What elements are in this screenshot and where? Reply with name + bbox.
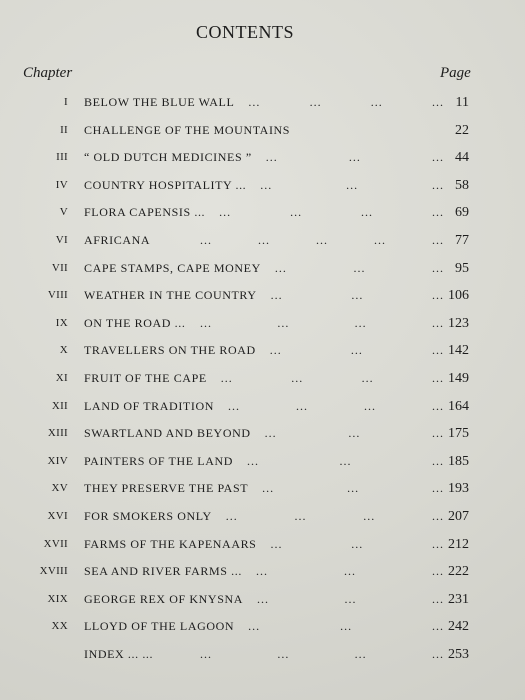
chapter-title: FARMS OF THE KAPENAARS [84, 536, 257, 551]
chapter-number: I [64, 96, 68, 108]
dot-leader: ... ... ... ... [248, 95, 444, 109]
chapter-number: VII [51, 261, 68, 274]
toc-entry [0, 365, 525, 393]
page-number: 253 [448, 646, 469, 662]
dot-leader: ... ... ... ... [220, 370, 444, 385]
dot-leader: ... ... ... [264, 426, 444, 441]
chapter-title: THEY PRESERVE THE PAST [84, 481, 249, 496]
toc-entry [0, 310, 525, 338]
page-number: 207 [448, 508, 469, 524]
dot-leader: ... ... ... ... ... [200, 232, 444, 247]
page-title: CONTENTS [196, 22, 294, 42]
page-number: 242 [448, 619, 469, 635]
toc-entry [0, 227, 525, 255]
page-number: 212 [448, 536, 469, 552]
chapter-title: SEA AND RIVER FARMS ... [84, 564, 242, 579]
page-column-header: Page [440, 65, 471, 81]
chapter-title: SWARTLAND AND BEYOND [84, 426, 251, 441]
chapter-title: COUNTRY HOSPITALITY ... [84, 177, 247, 192]
chapter-title: “ OLD DUTCH MEDICINES ” [84, 150, 252, 165]
page-number: 95 [455, 260, 469, 276]
chapter-number: XIX [47, 592, 68, 605]
chapter-number: V [59, 206, 68, 219]
dot-leader: ... ... ... [262, 481, 444, 496]
chapter-title: WEATHER IN THE COUNTRY [84, 288, 257, 303]
page-number: 175 [448, 426, 469, 442]
chapter-number: XIV [47, 454, 68, 467]
chapter-title: AFRICANA [84, 232, 151, 247]
page-number: 11 [455, 95, 469, 110]
toc-entry [0, 420, 525, 448]
toc-entry [0, 613, 525, 641]
toc-entry [0, 144, 525, 172]
chapter-title: CAPE STAMPS, CAPE MONEY [84, 260, 261, 275]
page-number: 58 [455, 177, 469, 193]
dot-leader: ... ... ... [257, 591, 444, 606]
page-number: 142 [448, 343, 469, 359]
dot-leader: ... ... ... [274, 260, 444, 275]
page-number: 22 [455, 122, 469, 138]
chapter-title: ON THE ROAD ... [84, 315, 186, 330]
chapter-number: XII [51, 399, 68, 412]
chapter-number: VIII [47, 289, 68, 302]
toc-entry [0, 558, 525, 586]
chapter-number: III [56, 151, 68, 164]
dot-leader: ... ... ... ... [219, 205, 444, 220]
page-number: 44 [455, 150, 469, 166]
chapter-number: XIII [47, 427, 68, 440]
chapter-number: XI [55, 371, 68, 384]
dot-leader: ... ... ... ... [225, 508, 444, 523]
chapter-title: GEORGE REX OF KNYSNA [84, 591, 244, 606]
table-of-contents [0, 89, 525, 668]
chapter-number: II [60, 123, 68, 136]
toc-entry [0, 503, 525, 531]
toc-entry [0, 586, 525, 614]
chapter-number: XVIII [39, 565, 68, 578]
toc-entry [0, 448, 525, 476]
toc-entry [0, 641, 525, 669]
chapter-number: XVI [47, 509, 68, 522]
chapter-number: X [59, 344, 68, 357]
chapter-title: LLOYD OF THE LAGOON [84, 619, 235, 634]
chapter-title: CHALLENGE OF THE MOUNTAINS [84, 122, 291, 137]
toc-entry [0, 393, 525, 421]
page-number: 231 [448, 591, 469, 607]
page-number: 106 [448, 288, 469, 304]
dot-leader: ... ... ... [265, 150, 444, 165]
chapter-title: TRAVELLERS ON THE ROAD [84, 343, 256, 358]
chapter-number: VI [55, 233, 68, 246]
dot-leader: ... ... ... ... [227, 398, 444, 413]
dot-leader: ... ... ... [255, 564, 444, 579]
dot-leader: ... ... ... [269, 343, 444, 358]
chapter-number: XV [51, 482, 68, 495]
chapter-title: PAINTERS OF THE LAND [84, 453, 234, 468]
toc-entry [0, 337, 525, 365]
toc-entry [0, 255, 525, 283]
chapter-title: INDEX ... ... [84, 646, 154, 661]
page-number: 123 [448, 315, 469, 331]
toc-entry [0, 199, 525, 227]
page-number: 149 [448, 370, 469, 386]
toc-entry [0, 282, 525, 310]
chapter-number: IV [55, 178, 68, 191]
dot-leader: ... ... ... [247, 453, 444, 468]
toc-entry [0, 172, 525, 200]
chapter-number: XX [51, 620, 68, 633]
chapter-number: IX [55, 316, 68, 329]
toc-entry [0, 89, 525, 117]
dot-leader: ... ... ... [270, 536, 444, 551]
page-number: 77 [455, 232, 469, 248]
chapter-title: LAND OF TRADITION [84, 398, 214, 413]
chapter-number: XVII [43, 537, 68, 550]
chapter-column-header: Chapter [23, 65, 73, 81]
dot-leader: ... ... ... [260, 177, 444, 192]
toc-entry [0, 117, 525, 145]
chapter-title: FOR SMOKERS ONLY [84, 508, 212, 523]
dot-leader: ... ... ... ... [200, 646, 444, 661]
page-number: 222 [448, 564, 469, 580]
toc-entry [0, 531, 525, 559]
dot-leader: ... ... ... [270, 288, 444, 303]
chapter-title: FLORA CAPENSIS ... [84, 205, 206, 220]
page-number: 185 [448, 453, 469, 469]
toc-entry [0, 475, 525, 503]
page-number: 69 [455, 205, 469, 221]
chapter-title: BELOW THE BLUE WALL [84, 95, 235, 109]
chapter-title: FRUIT OF THE CAPE [84, 370, 207, 385]
page-number: 193 [448, 481, 469, 497]
dot-leader: ... ... ... [248, 619, 444, 634]
page-number: 164 [448, 398, 469, 414]
dot-leader: ... ... ... ... [200, 315, 444, 330]
